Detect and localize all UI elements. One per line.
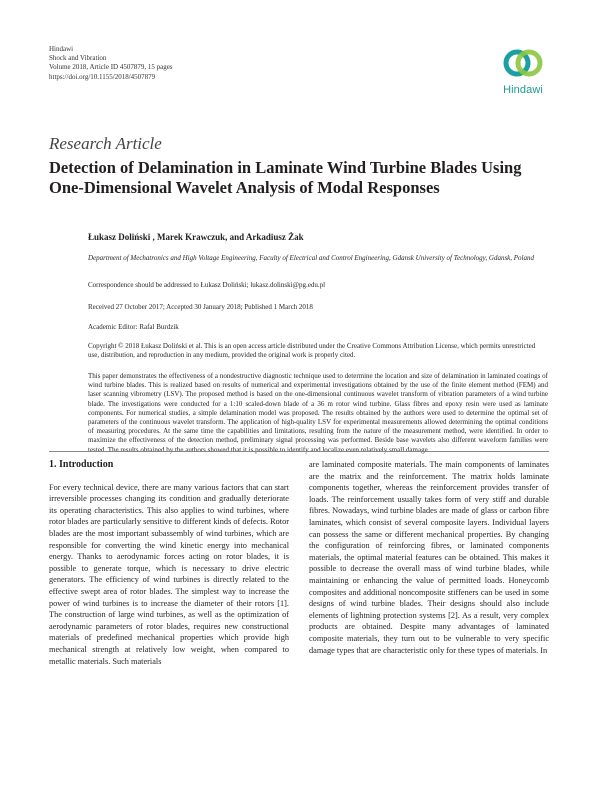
right-column bbox=[309, 459, 549, 656]
volume-info: Volume 2018, Article ID 4507879, 15 pages bbox=[49, 63, 173, 72]
publication-dates: Received 27 October 2017; Accepted 30 January 2018; Published 1 March 2018 bbox=[88, 303, 313, 311]
logo-text: Hindawi bbox=[503, 84, 543, 96]
section-divider bbox=[49, 451, 549, 452]
article-title: Detection of Delamination in Laminate Wind Turbine Blades Using One-Dimensional Wavelet Analysis of Modal Responses bbox=[49, 158, 522, 197]
hindawi-logo-icon bbox=[503, 45, 543, 81]
intro-paragraph-right: are laminated composite materials. The main components of laminates are the matrix and the reinforcement. The matrix holds laminate components together, whereas the reinforcement provides transfer of loads. The reinforcement usually takes form of very stiff and durable fibres. Nowadays, wind turbine blades are made of glass or carbon fibre laminates, which consist of several composite layers. Individual layers can possess the same or different mechanical properties. By changing the configuration of reinforcing fibres, or laminated components materials, the optimal material features can be obtained. This makes it possible to decrease the overall mass of wind turbine blades, while maintaining or enhancing the value of permitted loads. Honeycomb composites and additional noncomposite stiffeners can be used in some designs of wind turbine blades. Their designs should also include elements of lightning protection systems [2]. As a result, very complex products are obtained. Despite many advantages of laminated composite materials, they turn out to be vulnerable to very specific damage types that are characteristic only for these types of materials. In bbox=[309, 460, 549, 655]
article-type: Research Article bbox=[49, 134, 162, 153]
journal-name: Shock and Vibration bbox=[49, 54, 107, 63]
correspondence: Correspondence should be addressed to Łukasz Doliński; lukasz.dolinski@pg.edu.pl bbox=[88, 281, 326, 289]
intro-paragraph-left: For every technical device, there are many various factors that can start irreversible processes changing its condition and gradually deteriorate its operating characteristics. This also applies to wind turbines, where rotor blades are particularly sensitive to different kinds of defects. Rotor blades are the most important subassembly of wind turbines, which are responsible for converting the wind kinetic energy into mechanical energy. Thanks to aerodynamic forces acting on rotor blades, it is possible to generate torque, which is necessary to drive electric generators. The efficiency of wind turbines is directly related to the effective swept area of rotor blades. The simplest way to increase the power of wind turbines is to increase the diameter of their rotors [1]. The construction of large wind turbines, as well as the optimization of aerodynamic parameters of rotor blades, requires new constructional materials of predefined mechanical properties which provide high mechanical strength at relatively low weight, when compared to metallic materials. Such materials bbox=[49, 482, 289, 666]
academic-editor: Academic Editor: Rafal Burdzik bbox=[88, 323, 179, 331]
left-column bbox=[49, 459, 289, 667]
doi-link[interactable]: https://doi.org/10.1155/2018/4507879 bbox=[49, 72, 156, 81]
authors-text: Łukasz Doliński , Marek Krawczuk, and Arkadiusz Żak bbox=[88, 232, 304, 242]
affiliation: Department of Mechatronics and High Voltage Engineering, Faculty of Electrical and Control Engineering, Gdansk University of Technology, Gdansk, Poland bbox=[88, 254, 534, 262]
publisher-name: Hindawi bbox=[49, 45, 74, 53]
copyright-notice: Copyright © 2018 Łukasz Doliński et al. This is an open access article distributed under the Creative Commons Attribution License, which permits unrestricted use, distribution, and reproduction in any medium, provided the original work is properly cited. bbox=[88, 342, 536, 360]
abstract: This paper demonstrates the effectiveness of a nondestructive diagnostic technique used to determine the location and size of delamination in laminated coatings of wind turbine blades. This is realized based on results of numerical and experimental investigations obtained by the use of the finite element method (FEM) and laser scanning vibrometry (LSV). The proposed method is based on the one-dimensional continuous wavelet transform of vibration parameters of a wind turbine blade. The investigations were conducted for a 1:10 scaled-down blade of a 36 m rotor wind turbine. Glass fibres and epoxy resin were used as laminate components. For numerical studies, a simple delamination model was proposed. The results obtained by the authors were used to determine the optimal set of parameters of the continuous wavelet transform. The application of high-quality LSV for experimental measurements allowed determining the optimal conditions of measuring procedures. At the same time the capabilities and limitations, resulting from the nature of the measurement method, were identified. In order to maximize the effectiveness of the detection method, preliminary signal processing was performed. Beside base wavelets also different waveform families were tested. The results obtained by the authors showed that it is possible to identify and localize even relatively small damage. bbox=[88, 372, 548, 454]
hindawi-logo bbox=[497, 45, 549, 103]
journal-header bbox=[49, 45, 173, 82]
author-list bbox=[88, 233, 548, 242]
section-heading: 1. Introduction bbox=[49, 459, 114, 470]
